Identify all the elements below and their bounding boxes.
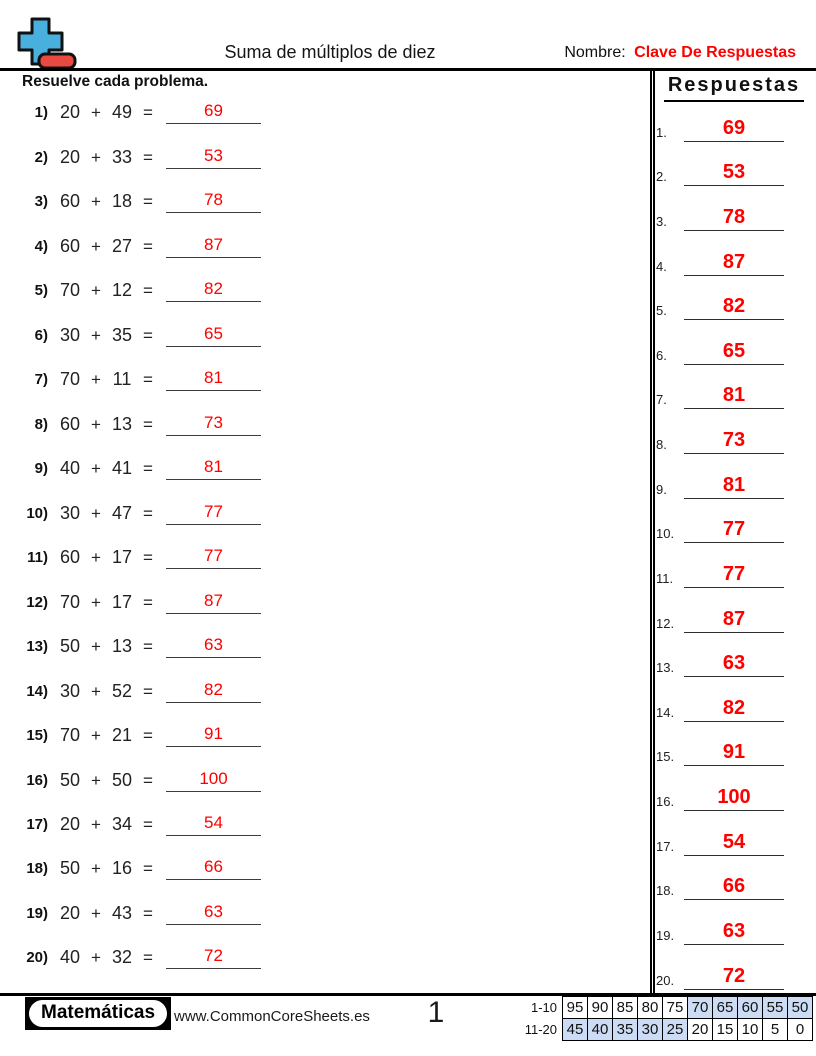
addend-1: 70 [59, 280, 81, 301]
addend-2: 17 [111, 591, 133, 612]
addend-2: 18 [111, 191, 133, 212]
answer-row [656, 454, 812, 499]
answer-blank: 54 [166, 813, 261, 836]
answer-key-label: Clave De Respuestas [634, 44, 796, 61]
answer-number: 4. [656, 258, 667, 274]
answer-number: 19. [656, 927, 675, 943]
addend-1: 50 [59, 636, 81, 657]
addend-2: 21 [111, 725, 133, 746]
answer-value: 54 [684, 831, 784, 856]
addend-1: 30 [59, 680, 81, 701]
problem-row [22, 124, 622, 168]
answer-number: 11. [656, 570, 674, 586]
score-cell: 5 [763, 1019, 788, 1041]
problem-row [22, 391, 622, 435]
answer-number: 18. [656, 883, 675, 899]
answer-number: 6. [656, 347, 667, 363]
addend-2: 50 [111, 769, 133, 790]
addend-1: 40 [59, 947, 81, 968]
problem-number: 9) [34, 460, 48, 478]
addend-2: 34 [111, 813, 133, 834]
equals-sign: = [143, 726, 153, 746]
addend-2: 32 [111, 947, 133, 968]
answer-value: 63 [684, 920, 784, 945]
answer-value: 81 [684, 384, 784, 409]
score-cell: 20 [688, 1019, 713, 1041]
answer-blank: 77 [166, 546, 261, 569]
answer-number: 17. [656, 838, 675, 854]
problem-row [22, 747, 622, 791]
equals-sign: = [143, 192, 153, 212]
equals-sign: = [143, 592, 153, 612]
plus-sign: + [91, 236, 101, 256]
addend-2: 13 [111, 413, 133, 434]
score-cell: 50 [788, 997, 813, 1019]
answer-row [656, 856, 812, 901]
page-title: Suma de múltiplos de diez [224, 42, 436, 62]
equals-sign: = [143, 948, 153, 968]
answer-blank: 53 [166, 146, 261, 169]
header-divider [0, 68, 816, 71]
answer-row [656, 543, 812, 588]
instructions-text: Resuelve cada problema. [22, 73, 209, 90]
answer-value: 78 [684, 206, 784, 231]
answer-value: 69 [684, 117, 784, 142]
score-row-1 [563, 997, 813, 1019]
equals-sign: = [143, 548, 153, 568]
problem-number: 6) [34, 326, 48, 344]
equals-sign: = [143, 459, 153, 479]
plus-sign: + [91, 814, 101, 834]
score-cell: 15 [713, 1019, 738, 1041]
addend-2: 41 [111, 458, 133, 479]
answer-number: 15. [656, 749, 675, 765]
score-cell: 85 [613, 997, 638, 1019]
answer-number: 5. [656, 303, 667, 319]
addend-2: 49 [111, 102, 133, 123]
plus-sign: + [91, 548, 101, 568]
problem-row [22, 213, 622, 257]
answer-number: 20. [656, 972, 675, 988]
score-cell: 70 [688, 997, 713, 1019]
answer-blank: 77 [166, 502, 261, 525]
problem-row [22, 436, 622, 480]
answer-value: 73 [684, 429, 784, 454]
answer-row [656, 186, 812, 231]
score-row-2 [563, 1019, 813, 1041]
answer-value: 53 [684, 161, 784, 186]
plus-sign: + [91, 325, 101, 345]
answer-number: 16. [656, 794, 675, 809]
problem-number: 19) [26, 904, 48, 922]
problem-number: 14) [26, 682, 48, 700]
addend-1: 60 [59, 191, 81, 212]
answers-column-divider [650, 71, 655, 993]
plus-sign: + [91, 637, 101, 657]
plus-sign: + [91, 681, 101, 701]
addend-1: 70 [59, 725, 81, 746]
problem-row [22, 347, 622, 391]
problem-row [22, 880, 622, 924]
problem-number: 12) [26, 593, 48, 611]
answer-row [656, 365, 812, 410]
answer-row [656, 945, 812, 990]
answer-blank: 73 [166, 413, 261, 436]
addend-1: 60 [59, 413, 81, 434]
answer-value: 82 [684, 697, 784, 722]
answer-row [656, 231, 812, 276]
answer-row [656, 633, 812, 678]
answer-row [656, 900, 812, 945]
answer-row [656, 97, 812, 142]
problem-row [22, 836, 622, 880]
addend-2: 43 [111, 902, 133, 923]
answer-blank: 78 [166, 190, 261, 213]
score-cell: 90 [588, 997, 613, 1019]
addend-1: 60 [59, 235, 81, 256]
answer-row [656, 499, 812, 544]
addend-1: 70 [59, 591, 81, 612]
problem-row [22, 169, 622, 213]
plus-sign: + [91, 948, 101, 968]
addend-1: 20 [59, 102, 81, 123]
addend-1: 20 [59, 813, 81, 834]
plus-sign: + [91, 459, 101, 479]
problem-number: 8) [34, 415, 48, 433]
addend-2: 17 [111, 547, 133, 568]
plus-sign: + [91, 192, 101, 212]
name-row [564, 44, 796, 62]
answer-value: 100 [684, 786, 784, 811]
problem-number: 15) [26, 727, 48, 745]
equals-sign: = [143, 637, 153, 657]
answer-value: 72 [684, 965, 784, 990]
answer-number: 3. [656, 213, 667, 229]
score-cell: 60 [738, 997, 763, 1019]
answer-blank: 87 [166, 235, 261, 258]
equals-sign: = [143, 503, 153, 523]
plus-sign: + [91, 147, 101, 167]
score-cell: 65 [713, 997, 738, 1019]
problem-row [22, 80, 622, 124]
answer-value: 81 [684, 474, 784, 499]
plus-sign: + [91, 770, 101, 790]
answer-value: 87 [684, 251, 784, 276]
answer-value: 77 [684, 518, 784, 543]
problem-number: 3) [34, 193, 48, 211]
problem-number: 20) [26, 949, 48, 967]
problem-number: 11) [27, 549, 48, 567]
score-cell: 10 [738, 1019, 763, 1041]
addend-1: 70 [59, 369, 81, 390]
answer-value: 65 [684, 340, 784, 365]
answer-value: 87 [684, 608, 784, 633]
answer-blank: 66 [166, 857, 261, 880]
problem-number: 16) [26, 771, 48, 789]
problem-number: 10) [26, 504, 48, 522]
equals-sign: = [143, 281, 153, 301]
problem-number: 2) [34, 148, 48, 166]
addend-2: 33 [111, 146, 133, 167]
addend-2: 27 [111, 235, 133, 256]
addend-1: 20 [59, 146, 81, 167]
problems-list [22, 80, 622, 969]
addend-1: 40 [59, 458, 81, 479]
answer-value: 63 [684, 652, 784, 677]
plus-sign: + [91, 414, 101, 434]
answer-number: 7. [656, 392, 667, 408]
equals-sign: = [143, 814, 153, 834]
score-cell: 95 [563, 997, 588, 1019]
score-row-labels [457, 997, 557, 1041]
answer-row [656, 588, 812, 633]
problem-row [22, 703, 622, 747]
plus-sign: + [91, 103, 101, 123]
answer-blank: 100 [166, 769, 261, 792]
score-cell: 30 [638, 1019, 663, 1041]
problem-row [22, 925, 622, 969]
answer-row [656, 409, 812, 454]
score-label-1-10: 1-10 [530, 1000, 557, 1015]
answer-number: 12. [656, 615, 675, 631]
plus-sign: + [91, 503, 101, 523]
name-label: Nombre: [564, 44, 626, 61]
problem-number: 17) [26, 815, 48, 833]
answer-blank: 81 [166, 368, 261, 391]
equals-sign: = [143, 770, 153, 790]
answer-blank: 82 [166, 279, 261, 302]
answer-blank: 82 [166, 680, 261, 703]
answer-blank: 65 [166, 324, 261, 347]
problem-row [22, 258, 622, 302]
addend-2: 35 [111, 324, 133, 345]
addend-2: 13 [111, 636, 133, 657]
addend-1: 20 [59, 902, 81, 923]
answers-list [656, 97, 812, 990]
problem-row [22, 480, 622, 524]
plus-sign: + [91, 281, 101, 301]
answers-heading: Respuestas [658, 74, 810, 102]
answer-number: 2. [656, 169, 667, 185]
addend-1: 60 [59, 547, 81, 568]
score-cell: 45 [563, 1019, 588, 1041]
answer-blank: 81 [166, 457, 261, 480]
problem-number: 7) [34, 371, 48, 389]
problem-number: 5) [34, 282, 48, 300]
score-cell: 40 [588, 1019, 613, 1041]
equals-sign: = [143, 414, 153, 434]
answer-value: 82 [684, 295, 784, 320]
answer-blank: 63 [166, 635, 261, 658]
website-url: www.CommonCoreSheets.es [174, 1008, 370, 1025]
score-cell: 75 [663, 997, 688, 1019]
problem-row [22, 792, 622, 836]
answer-number: 8. [656, 437, 667, 452]
answer-row [656, 142, 812, 187]
problem-row [22, 658, 622, 702]
plus-sign: + [91, 903, 101, 923]
answer-row [656, 677, 812, 722]
brand-label: Matemáticas [29, 1000, 167, 1027]
answer-value: 66 [684, 875, 784, 900]
equals-sign: = [143, 903, 153, 923]
answer-blank: 72 [166, 946, 261, 969]
problem-number: 1) [34, 104, 48, 122]
answer-number: 1. [656, 124, 667, 140]
addend-2: 11 [112, 369, 132, 390]
equals-sign: = [143, 370, 153, 390]
plus-sign: + [91, 370, 101, 390]
addend-2: 12 [111, 280, 133, 301]
answer-row [656, 320, 812, 365]
problem-row [22, 525, 622, 569]
problem-row [22, 569, 622, 613]
answer-row [656, 722, 812, 767]
answer-number: 9. [656, 481, 667, 497]
answer-row [656, 276, 812, 321]
answer-value: 91 [684, 741, 784, 766]
plus-sign: + [91, 859, 101, 879]
answer-number: 10. [656, 526, 675, 542]
problem-number: 13) [26, 638, 48, 656]
addend-2: 16 [111, 858, 133, 879]
brand-logo [25, 997, 171, 1030]
equals-sign: = [143, 103, 153, 123]
answer-row [656, 766, 812, 811]
answer-blank: 91 [166, 724, 261, 747]
addend-2: 47 [111, 502, 133, 523]
equals-sign: = [143, 236, 153, 256]
score-cell: 25 [663, 1019, 688, 1041]
answer-blank: 69 [166, 101, 261, 124]
addend-1: 30 [59, 324, 81, 345]
equals-sign: = [143, 681, 153, 701]
plus-sign: + [91, 592, 101, 612]
score-cell: 55 [763, 997, 788, 1019]
addend-1: 30 [59, 502, 81, 523]
equals-sign: = [143, 147, 153, 167]
equals-sign: = [143, 859, 153, 879]
page-number: 1 [427, 996, 445, 1029]
plus-sign: + [91, 726, 101, 746]
problem-number: 18) [26, 860, 48, 878]
equals-sign: = [143, 325, 153, 345]
addend-1: 50 [59, 769, 81, 790]
answer-value: 77 [684, 563, 784, 588]
answer-row [656, 811, 812, 856]
score-cell: 35 [613, 1019, 638, 1041]
score-cell: 80 [638, 997, 663, 1019]
problem-number: 4) [34, 237, 48, 255]
addend-1: 50 [59, 858, 81, 879]
answer-number: 13. [656, 660, 675, 676]
score-cell: 0 [788, 1019, 813, 1041]
answer-blank: 87 [166, 591, 261, 614]
score-label-11-20: 11-20 [524, 1022, 557, 1037]
problem-row [22, 302, 622, 346]
problem-row [22, 614, 622, 658]
answer-blank: 63 [166, 902, 261, 925]
grading-score-table [562, 996, 813, 1041]
answer-number: 14. [656, 704, 675, 720]
addend-2: 52 [111, 680, 133, 701]
